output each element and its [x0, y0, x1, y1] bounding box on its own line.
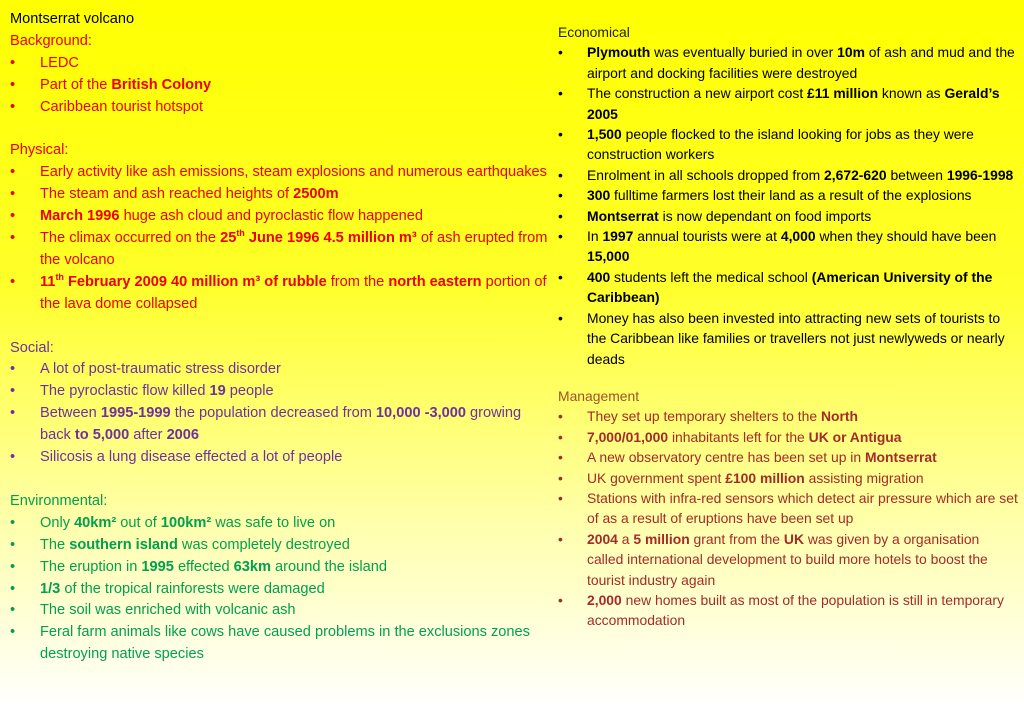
bullet-icon: •: [10, 208, 16, 225]
list-item: [10, 579, 550, 601]
background-list: [10, 53, 550, 119]
list-item: [558, 468, 1018, 488]
bullet-icon: •: [10, 449, 16, 466]
bullet-icon: •: [10, 76, 16, 93]
left-column: [10, 9, 550, 666]
list-item-text: LEDC: [40, 54, 79, 71]
bullet-icon: •: [10, 514, 16, 531]
list-item-text: The pyroclastic flow killed 19 people: [40, 383, 274, 400]
list-item: [10, 206, 550, 228]
list-item: [558, 427, 1018, 447]
list-item-text: Early activity like ash emissions, steam explosions and numerous earthquakes: [40, 164, 547, 181]
background-heading: Background:: [10, 32, 92, 49]
list-item-text: Between 1995-1999 the population decreased from 10,000 -3,000 growing back to 5,000 after 2006: [40, 405, 522, 444]
bullet-icon: •: [558, 530, 563, 547]
list-item-text: 1/3 of the tropical rainforests were damaged: [40, 580, 325, 597]
list-item: [10, 557, 550, 579]
list-item: [558, 42, 1018, 83]
environmental-heading: Environmental:: [10, 492, 108, 509]
list-item-text: Caribbean tourist hotspot: [40, 98, 204, 115]
bullet-icon: •: [10, 624, 16, 641]
list-item: [558, 83, 1018, 124]
bullet-icon: •: [558, 207, 563, 224]
page-title: Montserrat volcano: [10, 11, 135, 27]
list-item: [558, 529, 1018, 590]
list-item-text: Silicosis a lung disease effected a lot of people: [40, 449, 343, 466]
list-item: [10, 622, 550, 666]
bullet-icon: •: [558, 309, 563, 326]
list-item-text: Feral farm animals like cows have caused problems in the exclusions zones destroying native species: [40, 624, 530, 663]
economical-heading: Economical: [558, 24, 630, 40]
list-item: [10, 184, 550, 206]
list-item-text: March 1996 huge ash cloud and pyroclastic flow happened: [40, 208, 423, 225]
bullet-icon: •: [558, 44, 563, 61]
right-column: [558, 22, 1018, 631]
list-item-text: Plymouth was eventually buried in over 10m of ash and mud and the airport and docking facilities were destroyed: [587, 44, 1015, 81]
list-item: [558, 406, 1018, 426]
bullet-icon: •: [10, 273, 16, 290]
list-item-text: They set up temporary shelters to the North: [587, 408, 858, 425]
list-item: [558, 226, 1018, 267]
bullet-icon: •: [558, 166, 563, 183]
list-item-text: The construction a new airport cost £11 million known as Gerald’s 2005: [587, 85, 1000, 122]
physical-list: [10, 162, 550, 315]
list-item-text: The southern island was completely destroyed: [40, 536, 350, 553]
bullet-icon: •: [558, 489, 563, 506]
bullet-icon: •: [10, 164, 16, 181]
bullet-icon: •: [558, 469, 563, 486]
list-item-text: In 1997 annual tourists were at 4,000 when they should have been 15,000: [587, 228, 997, 265]
bullet-icon: •: [10, 602, 16, 619]
list-item-text: A new observatory centre has been set up in Montserrat: [587, 449, 937, 466]
list-item: [10, 162, 550, 184]
list-item: [558, 165, 1018, 185]
bullet-icon: •: [558, 449, 563, 466]
list-item: [10, 359, 550, 381]
management-list: [558, 406, 1018, 630]
economical-list: [558, 42, 1018, 369]
list-item: [10, 272, 550, 316]
bullet-icon: •: [10, 558, 16, 575]
list-item-text: 2,000 new homes built as most of the population is still in temporary accommodation: [587, 591, 1004, 629]
list-item: [558, 124, 1018, 165]
physical-heading: Physical:: [10, 142, 69, 159]
list-item: [558, 206, 1018, 226]
bullet-icon: •: [10, 186, 16, 203]
social-heading: Social:: [10, 339, 54, 356]
list-item-text: The climax occurred on the 25th June 1996 4.5 million m³ of ash erupted from the volcano: [40, 228, 548, 268]
list-item-text: 400 students left the medical school (American University of the Caribbean): [587, 268, 993, 306]
list-item-text: 2004 a 5 million grant from the UK was given by a organisation called international development to build more hotels to boost the tourist industry again: [587, 530, 988, 588]
list-item: [558, 185, 1018, 205]
list-item-text: Stations with infra-red sensors which detect air pressure which are set of as a result of eruptions have been set up: [587, 489, 1018, 527]
bullet-icon: •: [558, 408, 563, 425]
list-item-text: A lot of post-traumatic stress disorder: [40, 361, 281, 378]
list-item: [10, 75, 550, 97]
list-item-text: 300 fulltime farmers lost their land as a result of the explosions: [587, 187, 972, 204]
bullet-icon: •: [10, 54, 16, 71]
list-item: [10, 53, 550, 75]
list-item-text: Enrolment in all schools dropped from 2,672-620 between 1996-1998: [587, 166, 1014, 183]
bullet-icon: •: [10, 230, 16, 247]
list-item-text: Montserrat is now dependant on food imports: [587, 207, 872, 224]
list-item-text: Money has also been invested into attracting new sets of tourists to the Caribbean like families or travellers not just newlyweds or nearly deads: [587, 309, 1005, 367]
management-heading: Management: [558, 387, 640, 404]
list-item: [558, 308, 1018, 369]
bullet-icon: •: [10, 580, 16, 597]
bullet-icon: •: [558, 591, 563, 608]
bullet-icon: •: [558, 268, 563, 285]
list-item-text: The eruption in 1995 effected 63km around the island: [40, 558, 388, 575]
list-item: [10, 535, 550, 557]
bullet-icon: •: [558, 85, 563, 102]
bullet-icon: •: [10, 383, 16, 400]
bullet-icon: •: [10, 405, 16, 422]
list-item: [10, 403, 550, 447]
list-item: [10, 600, 550, 622]
list-item-text: The steam and ash reached heights of 2500m: [40, 186, 339, 203]
list-item: [10, 381, 550, 403]
bullet-icon: •: [558, 228, 563, 245]
list-item: [558, 590, 1018, 631]
bullet-icon: •: [558, 187, 563, 204]
list-item-text: UK government spent £100 million assisting migration: [587, 469, 924, 486]
list-item-text: Only 40km² out of 100km² was safe to live on: [40, 514, 336, 531]
list-item: [10, 97, 550, 119]
list-item: [558, 447, 1018, 467]
environmental-list: [10, 513, 550, 666]
bullet-icon: •: [558, 428, 563, 445]
list-item: [558, 267, 1018, 308]
list-item-text: The soil was enriched with volcanic ash: [40, 602, 296, 619]
list-item-text: 7,000/01,000 inhabitants left for the UK or Antigua: [587, 428, 902, 445]
social-list: [10, 359, 550, 469]
list-item-text: 11th February 2009 40 million m³ of rubble from the north eastern portion of the lava dome collapsed: [40, 272, 547, 312]
list-item: [558, 488, 1018, 529]
list-item: [10, 447, 550, 469]
list-item-text: 1,500 people flocked to the island looking for jobs as they were construction workers: [587, 126, 974, 163]
bullet-icon: •: [10, 361, 16, 378]
bullet-icon: •: [10, 536, 16, 553]
list-item: [10, 228, 550, 272]
bullet-icon: •: [558, 126, 563, 143]
bullet-icon: •: [10, 98, 16, 115]
list-item: [10, 513, 550, 535]
list-item-text: Part of the British Colony: [40, 76, 212, 93]
